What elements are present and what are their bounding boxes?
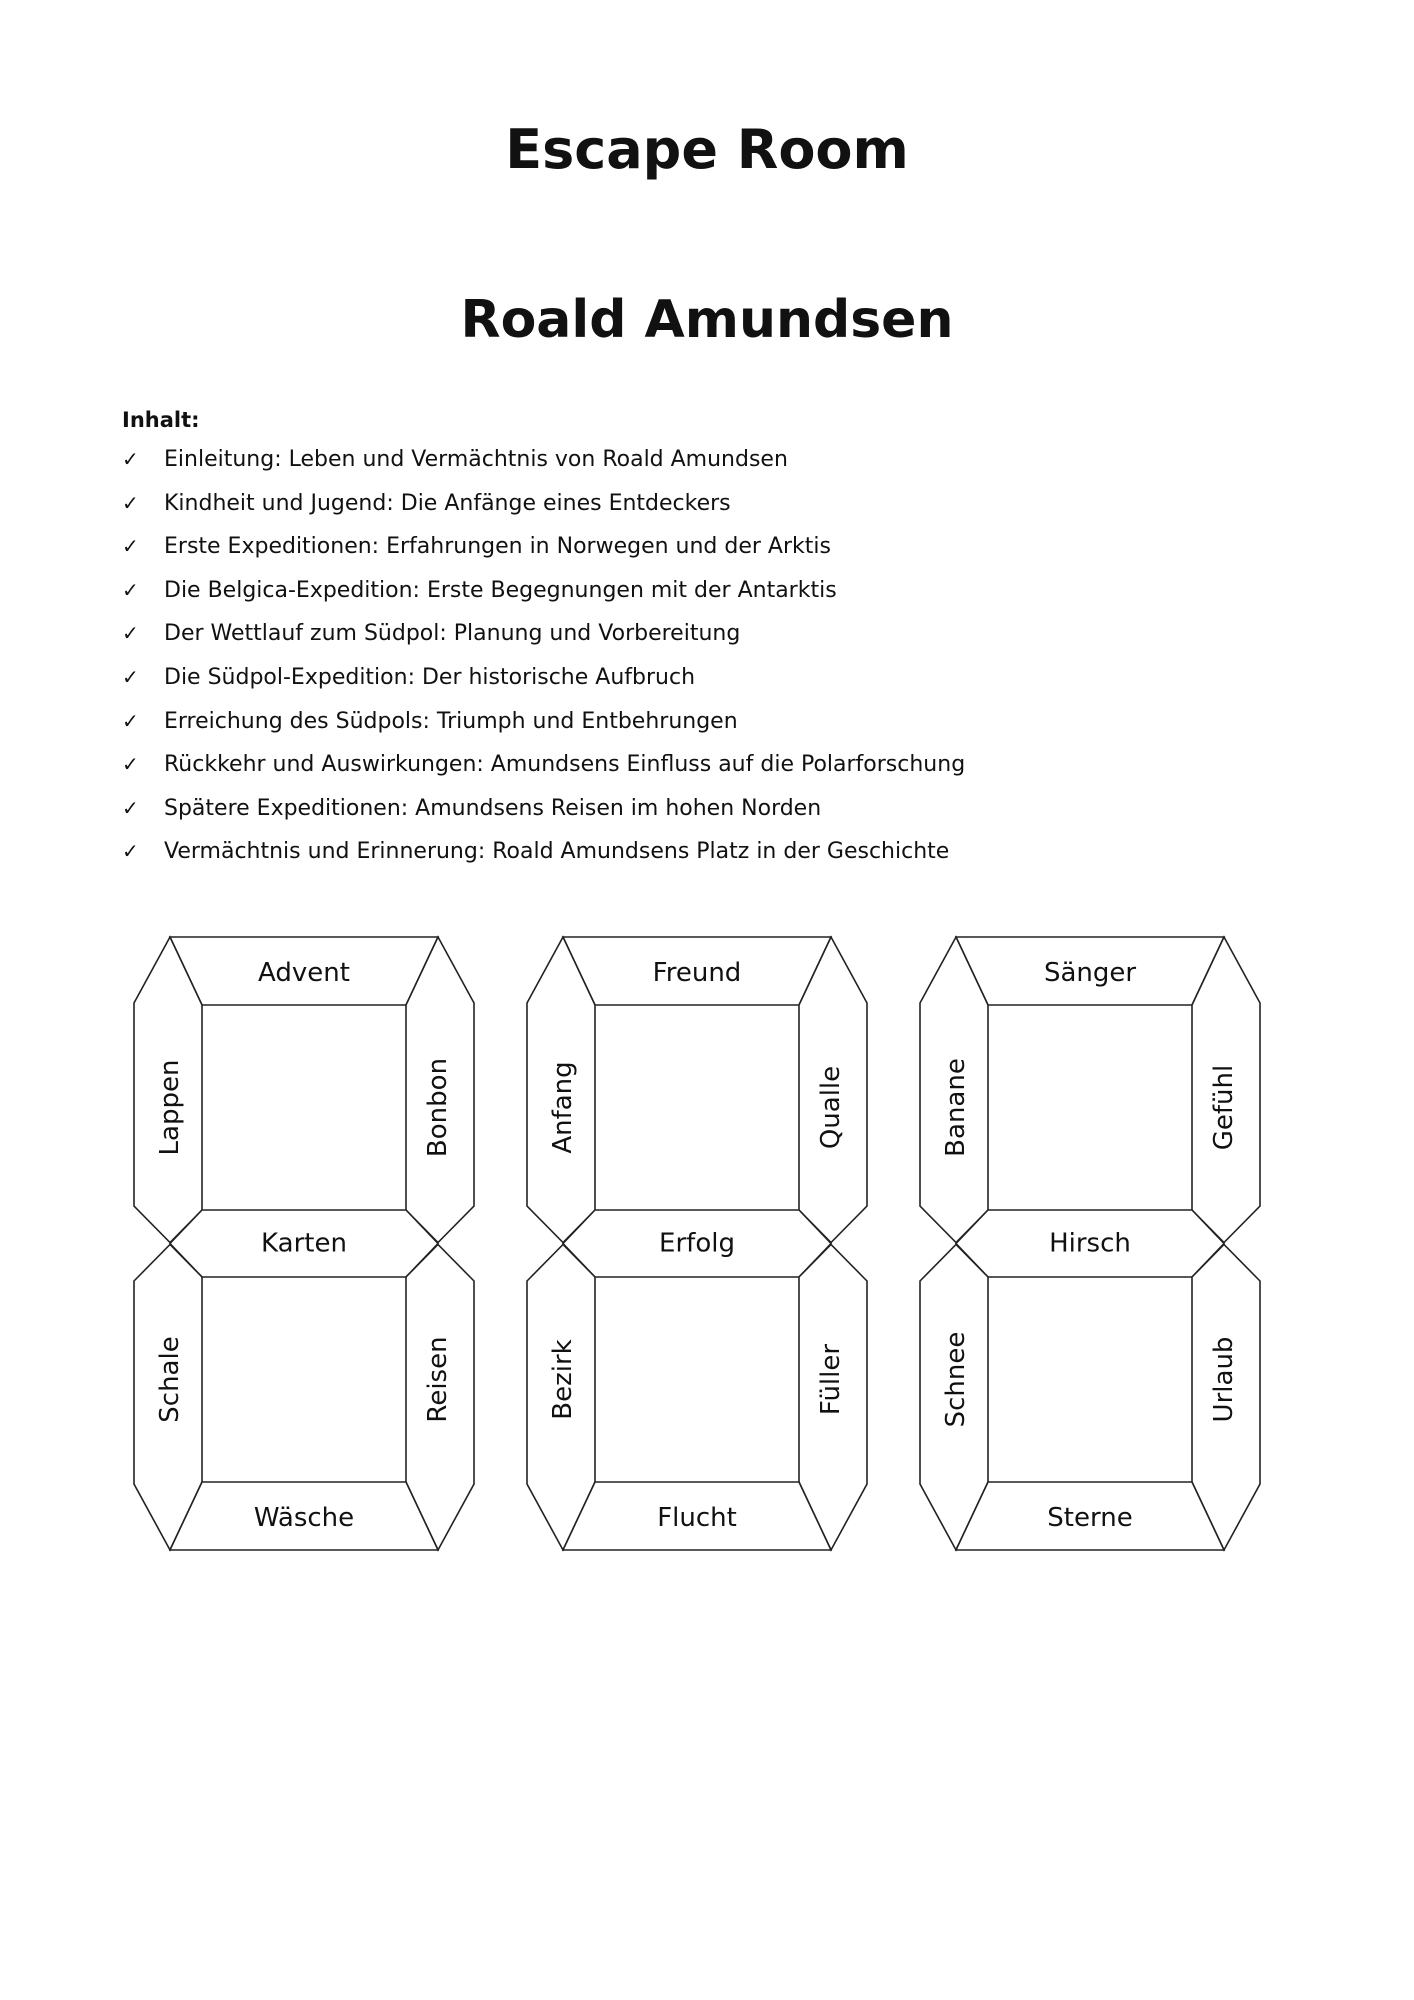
list-item-text: Kindheit und Jugend: Die Anfänge eines Entdeckers bbox=[164, 490, 731, 516]
list-item-text: Die Südpol-Expedition: Der historische Aufbruch bbox=[164, 664, 696, 690]
word-upper-right: Gefühl bbox=[1209, 1064, 1239, 1151]
list-item-text: Vermächtnis und Erinnerung: Roald Amundsens Platz in der Geschichte bbox=[164, 839, 950, 865]
word-upper-right: Qualle bbox=[816, 1065, 846, 1150]
word-upper-left: Anfang bbox=[548, 1061, 578, 1154]
list-item-text: Der Wettlauf zum Südpol: Planung und Vorbereitung bbox=[164, 621, 741, 647]
word-lower-left: Schale bbox=[155, 1336, 185, 1423]
word-top: Freund bbox=[652, 958, 742, 988]
checkmark-icon: ✓ bbox=[122, 752, 139, 777]
word-upper-left: Banane bbox=[941, 1058, 971, 1157]
checkmark-icon: ✓ bbox=[122, 577, 139, 602]
word-lower-right: Urlaub bbox=[1209, 1336, 1239, 1423]
word-bottom: Sterne bbox=[1047, 1503, 1133, 1533]
word-lower-right: Füller bbox=[816, 1343, 846, 1416]
list-item-text: Rückkehr und Auswirkungen: Amundsens Einfluss auf die Polarforschung bbox=[164, 752, 966, 778]
word-middle: Erfolg bbox=[659, 1228, 735, 1259]
checkmark-icon: ✓ bbox=[122, 621, 139, 646]
word-bottom: Wäsche bbox=[253, 1503, 355, 1533]
word-lower-left: Schnee bbox=[941, 1331, 971, 1428]
word-middle: Hirsch bbox=[1049, 1228, 1131, 1259]
list-item-text: Einleitung: Leben und Vermächtnis von Roald Amundsen bbox=[164, 447, 788, 472]
word-upper-right: Bonbon bbox=[423, 1057, 453, 1158]
word-bottom: Flucht bbox=[657, 1503, 737, 1533]
checkmark-icon: ✓ bbox=[122, 664, 139, 689]
checkmark-icon: ✓ bbox=[122, 447, 139, 471]
list-item-text: Spätere Expeditionen: Amundsens Reisen im hohen Norden bbox=[164, 795, 822, 821]
word-middle: Karten bbox=[261, 1228, 347, 1259]
list-item-text: Die Belgica-Expedition: Erste Begegnungen mit der Antarktis bbox=[164, 577, 837, 603]
word-lower-right: Reisen bbox=[423, 1336, 453, 1423]
document-title: Escape Room bbox=[505, 118, 909, 181]
checkmark-icon: ✓ bbox=[122, 839, 139, 864]
checkmark-icon: ✓ bbox=[122, 708, 139, 733]
word-top: Sänger bbox=[1043, 958, 1137, 988]
document-subtitle: Roald Amundsen bbox=[460, 290, 954, 350]
checkmark-icon: ✓ bbox=[122, 534, 139, 559]
word-lower-left: Bezirk bbox=[548, 1339, 578, 1420]
list-item-text: Erreichung des Südpols: Triumph und Entbehrungen bbox=[164, 708, 738, 734]
word-upper-left: Lappen bbox=[155, 1059, 185, 1156]
checkmark-icon: ✓ bbox=[122, 490, 139, 515]
contents-heading: Inhalt: bbox=[122, 408, 200, 432]
checkmark-icon: ✓ bbox=[122, 795, 139, 820]
list-item-text: Erste Expeditionen: Erfahrungen in Norwegen und der Arktis bbox=[164, 534, 831, 560]
word-top: Advent bbox=[258, 958, 350, 988]
